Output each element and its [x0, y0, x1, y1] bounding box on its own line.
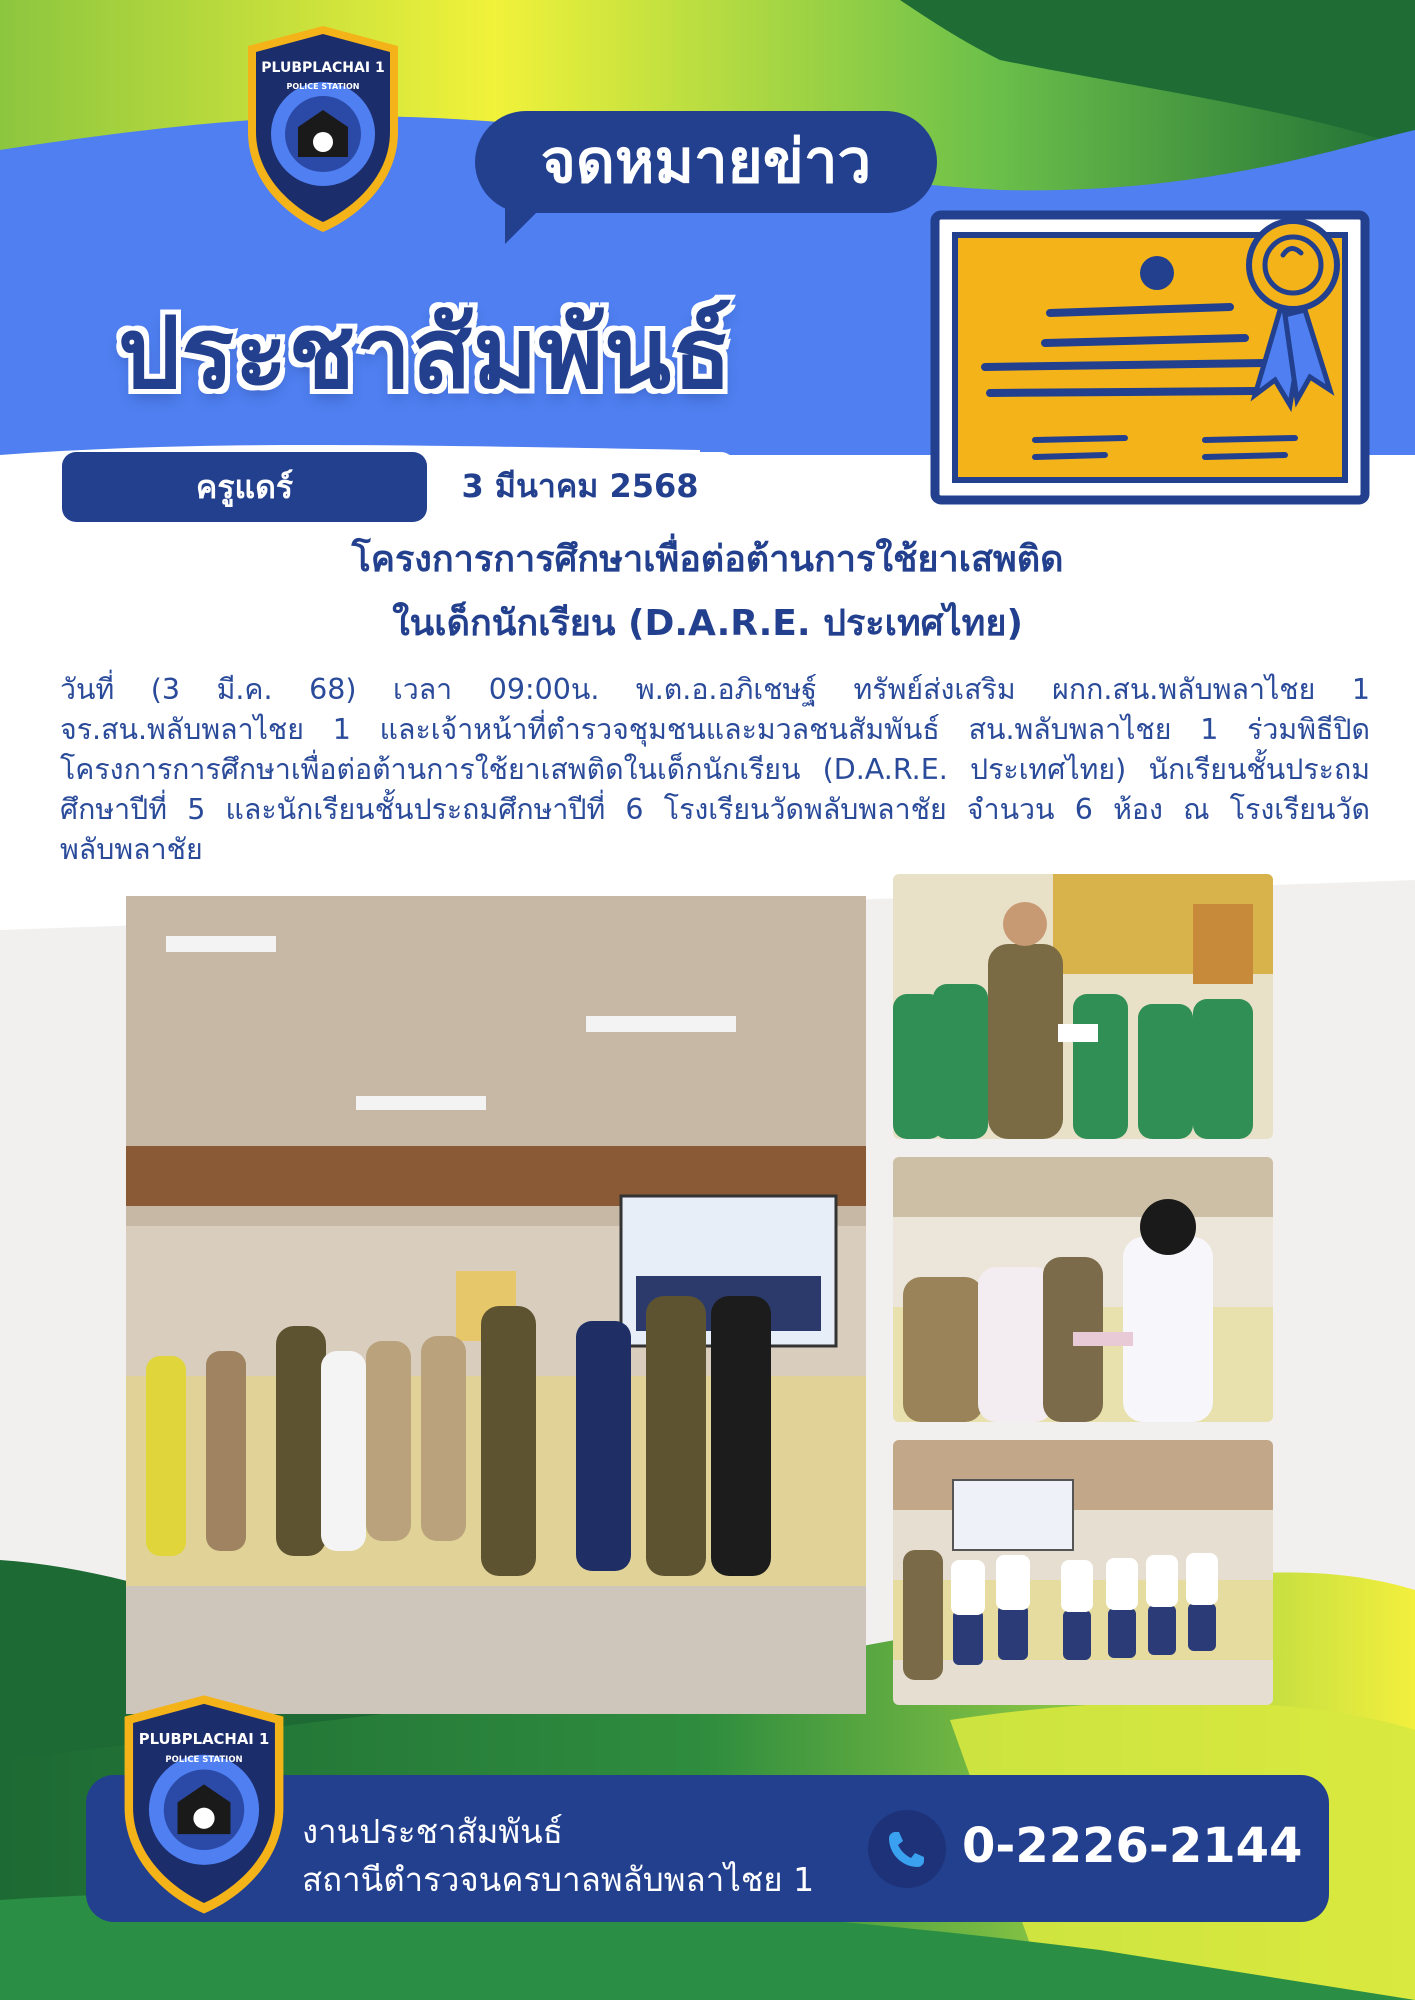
event-photo-1 [893, 874, 1273, 1139]
phone-icon [868, 1810, 946, 1888]
phone-number[interactable]: 0-2226-2144 [962, 1818, 1303, 1874]
event-photo-2 [893, 1157, 1273, 1422]
newsletter-label: จดหมายข่าว [475, 111, 937, 213]
footer-department: งานประชาสัมพันธ์ [302, 1812, 563, 1851]
headline [160, 528, 1255, 656]
badge-subtitle: POLICE STATION [165, 1754, 243, 1765]
event-photo-3 [893, 1440, 1273, 1705]
badge-station-name: PLUBPLACHAI 1 [261, 60, 385, 76]
headline-line1: โครงการการศึกษาเพื่อต่อต้านการใช้ยาเสพติด [351, 539, 1064, 580]
speech-tail [505, 200, 549, 244]
footer-station: สถานีตำรวจนครบาลพลับพลาไชย 1 [302, 1860, 815, 1899]
body-paragraph: วันที่ (3 มี.ค. 68) เวลา 09:00น. พ.ต.อ.อภิเชษฐ์ ทรัพย์ส่งเสริม ผกก.สน.พลับพลาไชย 1 จร.สน.พลับพลาไชย 1 และเจ้าหน้าที่ตำรวจชุมชนและมวลชนสัมพันธ์ สน.พลับพลาไชย 1 ร่วมพิธีปิด โครงการการศึกษาเพื่อต่อต้านการใช้ยาเสพติดในเด็กนักเรียน (D.A.R.E. ประเทศไทย) นักเรียนชั้นประถมศึกษาปีที่ 5 และนักเรียนชั้นประถมศึกษาปีที่ 6 โรงเรียนวัดพลับพลาชัย จำนวน 6 ห้อง ณ โรงเรียนวัดพลับพลาชัย [60, 673, 1370, 866]
main-event-photo [126, 896, 866, 1714]
police-badge-icon [114, 1690, 294, 1920]
police-badge-icon [238, 22, 408, 237]
author-badge: ครูแดร์ [62, 452, 427, 522]
badge-station-name: PLUBPLACHAI 1 [138, 1731, 270, 1749]
badge-subtitle: POLICE STATION [286, 82, 360, 91]
headline-line2: ในเด็กนักเรียน (D.A.R.E. ประเทศไทย) [392, 603, 1023, 644]
certificate-icon [925, 195, 1375, 515]
page-title: ประชาสัมพันธ์ [118, 297, 733, 411]
publish-date: 3 มีนาคม 2568 [395, 452, 735, 522]
phone-icon-circle [868, 1810, 946, 1888]
